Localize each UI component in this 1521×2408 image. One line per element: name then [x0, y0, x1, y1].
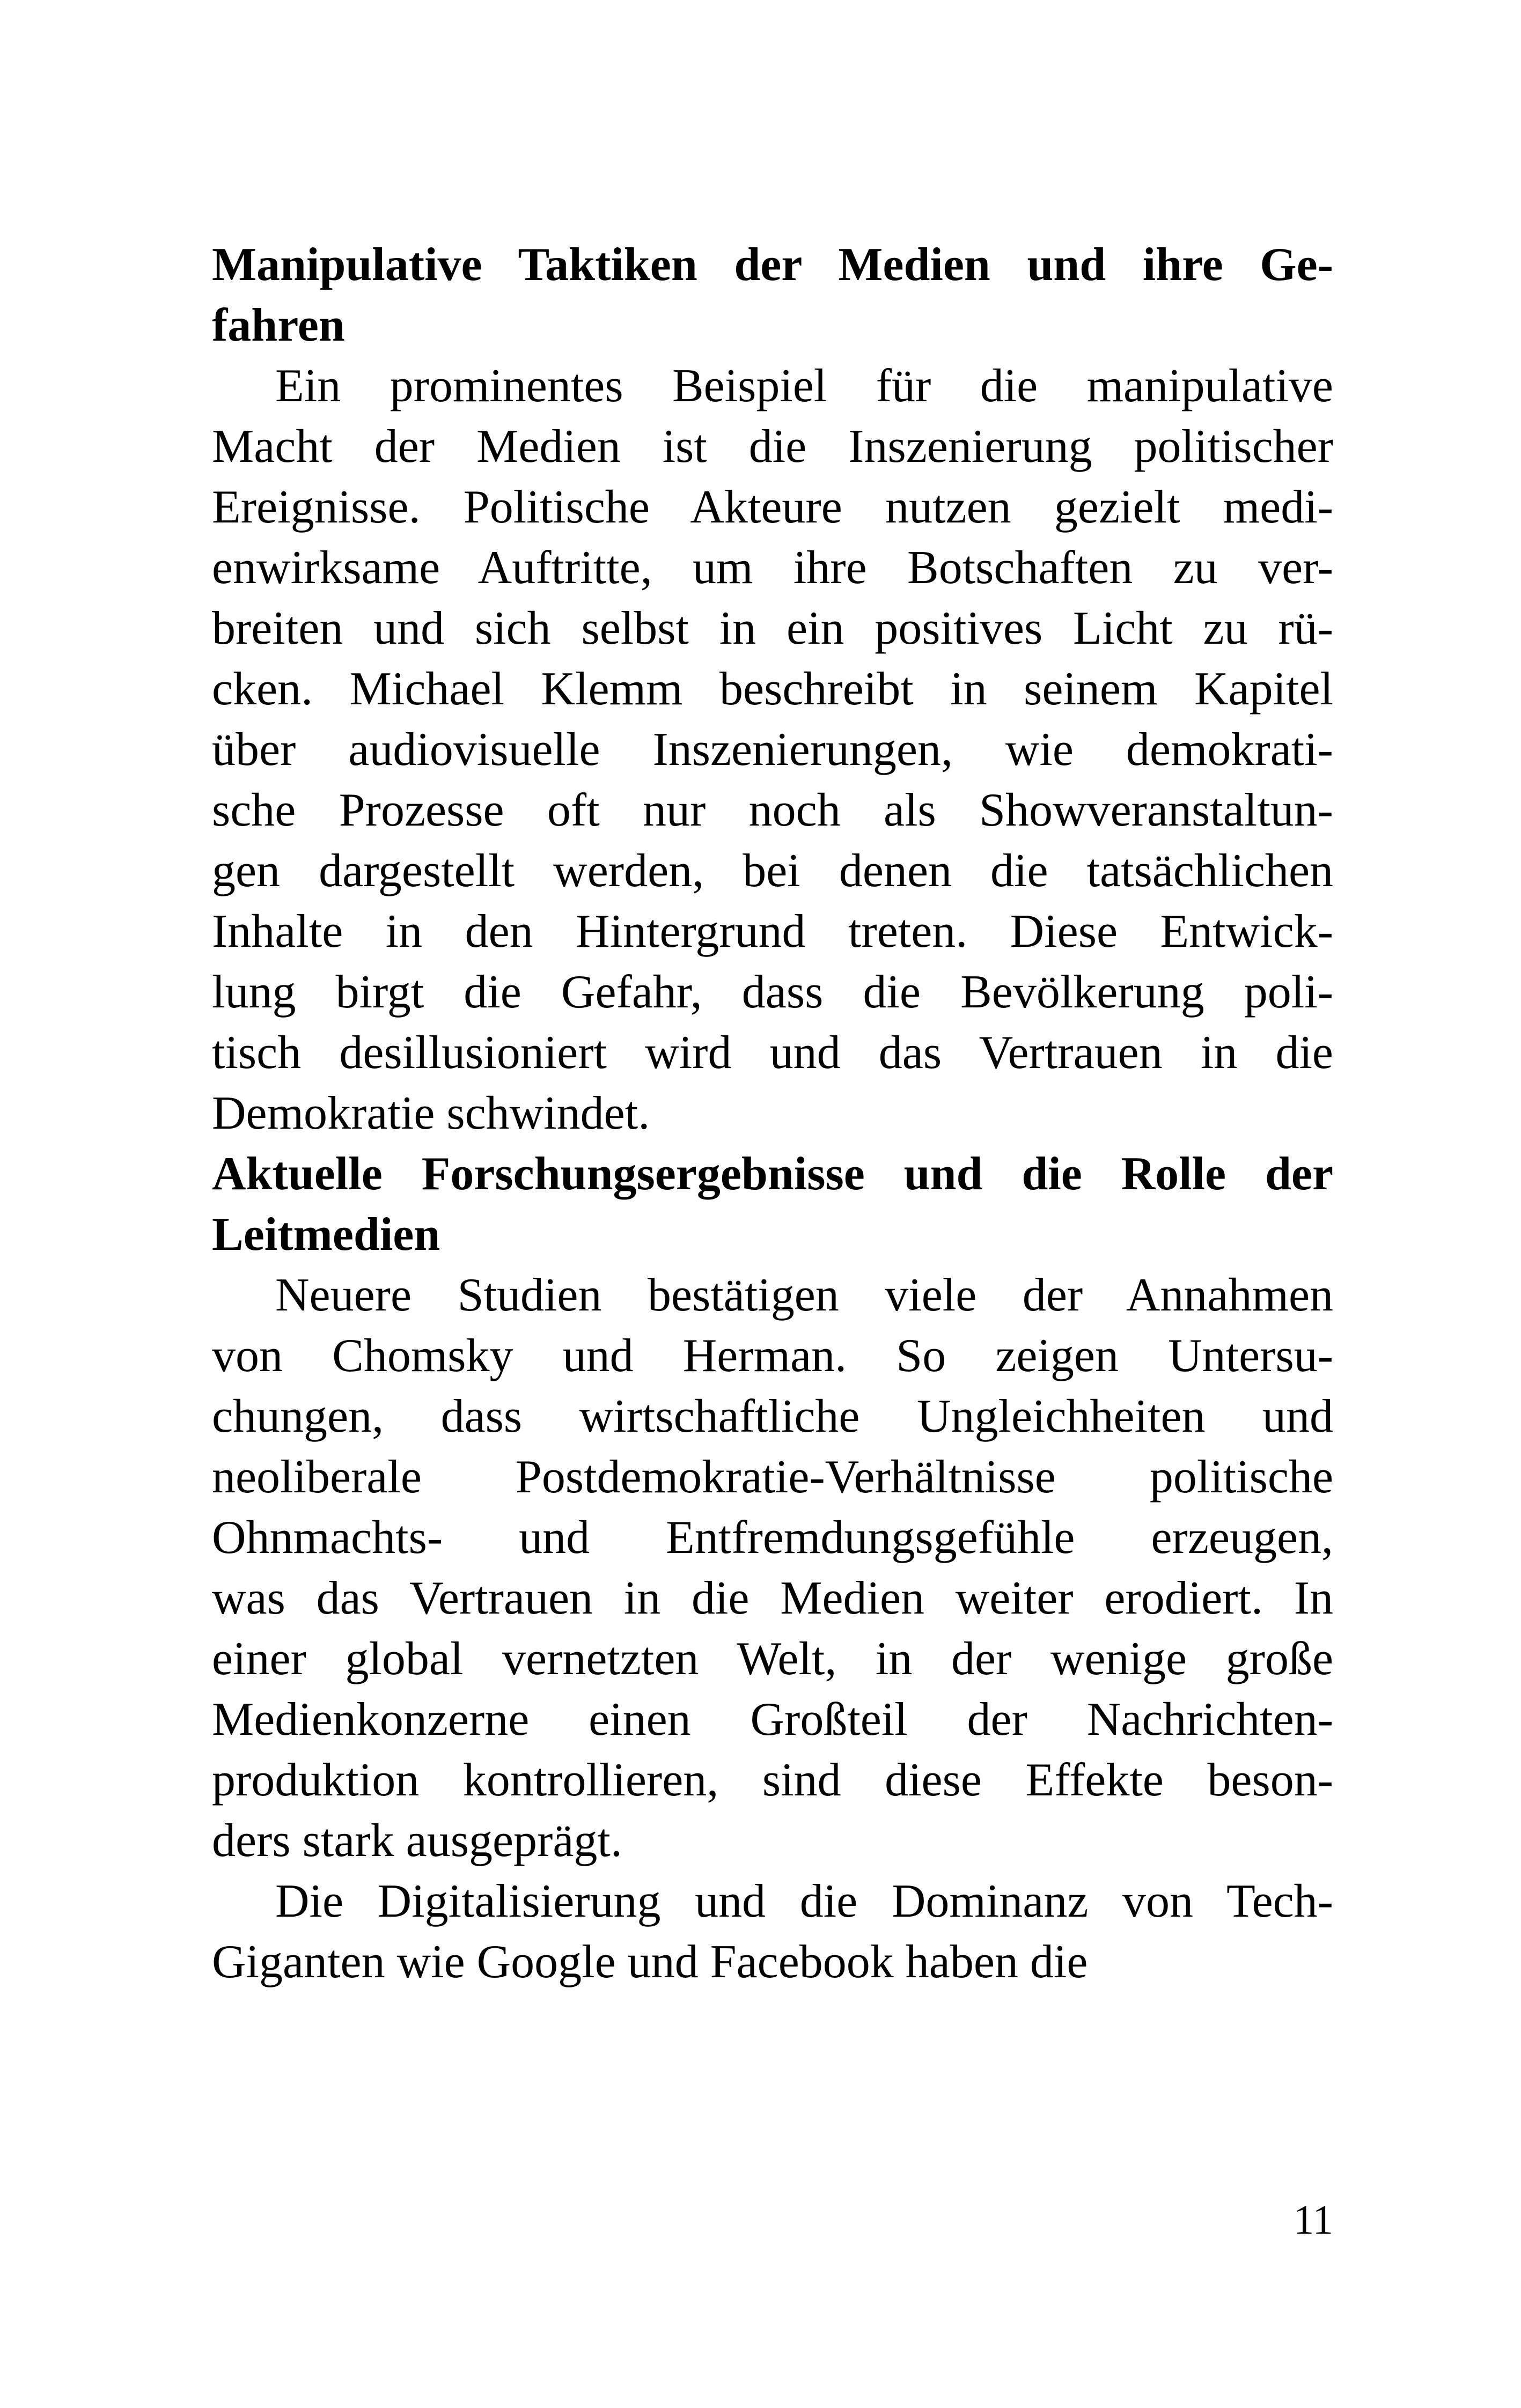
- text-line: ders stark ausgeprägt.: [212, 1815, 622, 1867]
- text-line: Medienkonzerne einen Großteil der Nachrichten-: [212, 1693, 1333, 1746]
- text-line: Ein prominentes Beispiel für die manipulative: [275, 360, 1333, 412]
- heading-line: fahren: [212, 299, 345, 351]
- text-line: Ohnmachts- und Entfremdungsgefühle erzeugen,: [212, 1512, 1333, 1564]
- text-line: was das Vertrauen in die Medien weiter erodiert. In: [212, 1572, 1333, 1624]
- paragraph: [212, 356, 1333, 1144]
- paragraph: [212, 1871, 1333, 1992]
- heading-line: Leitmedien: [212, 1209, 440, 1261]
- heading-line: Aktuelle Forschungsergebnisse und die Rolle der: [212, 1148, 1333, 1200]
- text-line: neoliberale Postdemokratie-Verhältnisse politische: [212, 1451, 1333, 1503]
- paragraph: [212, 1265, 1333, 1871]
- heading-line: Manipulative Taktiken der Medien und ihre Ge-: [212, 239, 1333, 291]
- text-line: sche Prozesse oft nur noch als Showveranstaltun-: [212, 784, 1333, 836]
- text-line: tisch desillusioniert wird und das Vertrauen in die: [212, 1027, 1333, 1079]
- text-line: Macht der Medien ist die Inszenierung politischer: [212, 421, 1333, 473]
- section-heading: [212, 1144, 1333, 1265]
- text-line: cken. Michael Klemm beschreibt in seinem Kapitel: [212, 663, 1333, 715]
- text-line: über audiovisuelle Inszenierungen, wie demokrati-: [212, 724, 1333, 776]
- text-line: Inhalte in den Hintergrund treten. Diese Entwick-: [212, 905, 1333, 958]
- text-line: von Chomsky und Herman. So zeigen Untersu-: [212, 1330, 1333, 1382]
- text-column: [212, 234, 1333, 1992]
- text-line: Giganten wie Google und Facebook haben die: [212, 1936, 1088, 1988]
- text-line: enwirksame Auftritte, um ihre Botschaften zu ver-: [212, 542, 1333, 594]
- text-line: produktion kontrollieren, sind diese Effekte beson-: [212, 1754, 1333, 1806]
- text-line: breiten und sich selbst in ein positives Licht zu rü-: [212, 602, 1333, 654]
- text-line: Demokratie schwindet.: [212, 1087, 650, 1139]
- text-line: chungen, dass wirtschaftliche Ungleichheiten und: [212, 1390, 1333, 1442]
- section-heading: [212, 234, 1333, 356]
- text-line: einer global vernetzten Welt, in der wenige große: [212, 1633, 1333, 1685]
- text-line: gen dargestellt werden, bei denen die tatsächlichen: [212, 845, 1333, 897]
- text-line: Ereignisse. Politische Akteure nutzen gezielt medi-: [212, 481, 1333, 533]
- text-line: lung birgt die Gefahr, dass die Bevölkerung poli-: [212, 966, 1333, 1018]
- text-line: Die Digitalisierung und die Dominanz von Tech-: [275, 1875, 1333, 1927]
- text-line: Neuere Studien bestätigen viele der Annahmen: [275, 1269, 1333, 1321]
- page-number: 11: [1293, 2197, 1333, 2243]
